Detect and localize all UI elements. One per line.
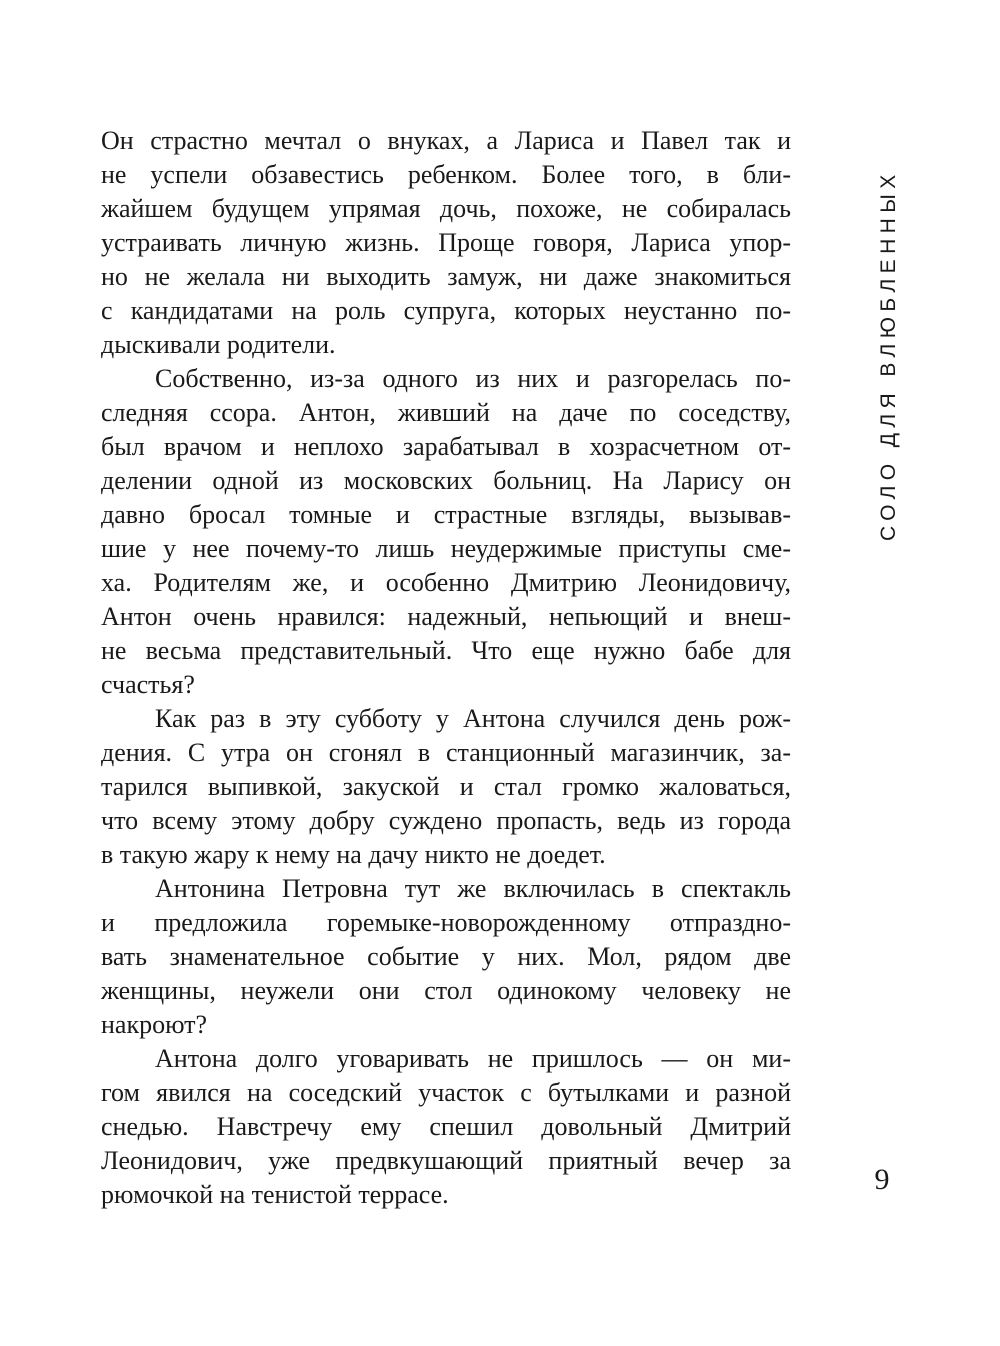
text-line: ха. Родителям же, и особенно Дмитрию Леонидовичу, (101, 568, 791, 597)
text-line: был врачом и неплохо зарабатывал в хозрасчетном от- (101, 432, 791, 461)
text-line: дения. С утра он сгонял в станционный магазинчик, за- (101, 738, 791, 767)
text-line: Антона долго уговаривать не пришлось — он ми- (155, 1044, 791, 1073)
text-line: не весьма представительный. Что еще нужно бабе для (101, 636, 791, 665)
text-line: Собственно, из-за одного из них и разгорелась по- (155, 364, 791, 393)
page-number: 9 (874, 1163, 890, 1196)
text-line: Он страстно мечтал о внуках, а Лариса и Павел так и (101, 126, 791, 155)
text-line: Антонина Петровна тут же включилась в спектакль (155, 874, 791, 903)
text-line: не успели обзавестись ребенком. Более того, в бли- (101, 160, 791, 189)
text-line: Леонидович, уже предвкушающий приятный вечер за (101, 1146, 791, 1175)
text-line: женщины, неужели они стол одинокому человеку не (101, 976, 791, 1005)
text-line: счастья? (101, 670, 195, 699)
text-line: в такую жару к нему на дачу никто не доедет. (101, 840, 606, 869)
text-line: шие у нее почему-то лишь неудержимые приступы сме- (101, 534, 791, 563)
text-line: тарился выпивкой, закуской и стал громко жаловаться, (101, 772, 791, 801)
running-head: СОЛО ДЛЯ ВЛЮБЛЕННЫХ (877, 169, 900, 541)
text-line: снедью. Навстречу ему спешил довольный Дмитрий (101, 1112, 791, 1141)
text-line: Антон очень нравился: надежный, непьющий и внеш- (101, 602, 791, 631)
text-line: делении одной из московских больниц. На Ларису он (101, 466, 791, 495)
text-line: что всему этому добру суждено пропасть, ведь из города (101, 806, 791, 835)
text-line: рюмочкой на тенистой террасе. (101, 1180, 449, 1209)
body-text (101, 124, 791, 1212)
text-line: и предложила горемыке-новорожденному отпраздно- (101, 908, 791, 937)
text-line: гом явился на соседский участок с бутылками и разной (101, 1078, 791, 1107)
text-line: дыскивали родители. (101, 330, 336, 359)
text-line: но не желала ни выходить замуж, ни даже знакомиться (101, 262, 791, 291)
text-line: устраивать личную жизнь. Проще говоря, Лариса упор- (101, 228, 791, 257)
text-line: следняя ссора. Антон, живший на даче по соседству, (101, 398, 791, 427)
text-line: накроют? (101, 1010, 208, 1039)
text-line: с кандидатами на роль супруга, которых неустанно по- (101, 296, 791, 325)
text-line: жайшем будущем упрямая дочь, похоже, не собиралась (101, 194, 791, 223)
text-line: Как раз в эту субботу у Антона случился день рож- (155, 704, 791, 733)
text-line: вать знаменательное событие у них. Мол, рядом две (101, 942, 791, 971)
text-line: давно бросал томные и страстные взгляды, вызывав- (101, 500, 791, 529)
